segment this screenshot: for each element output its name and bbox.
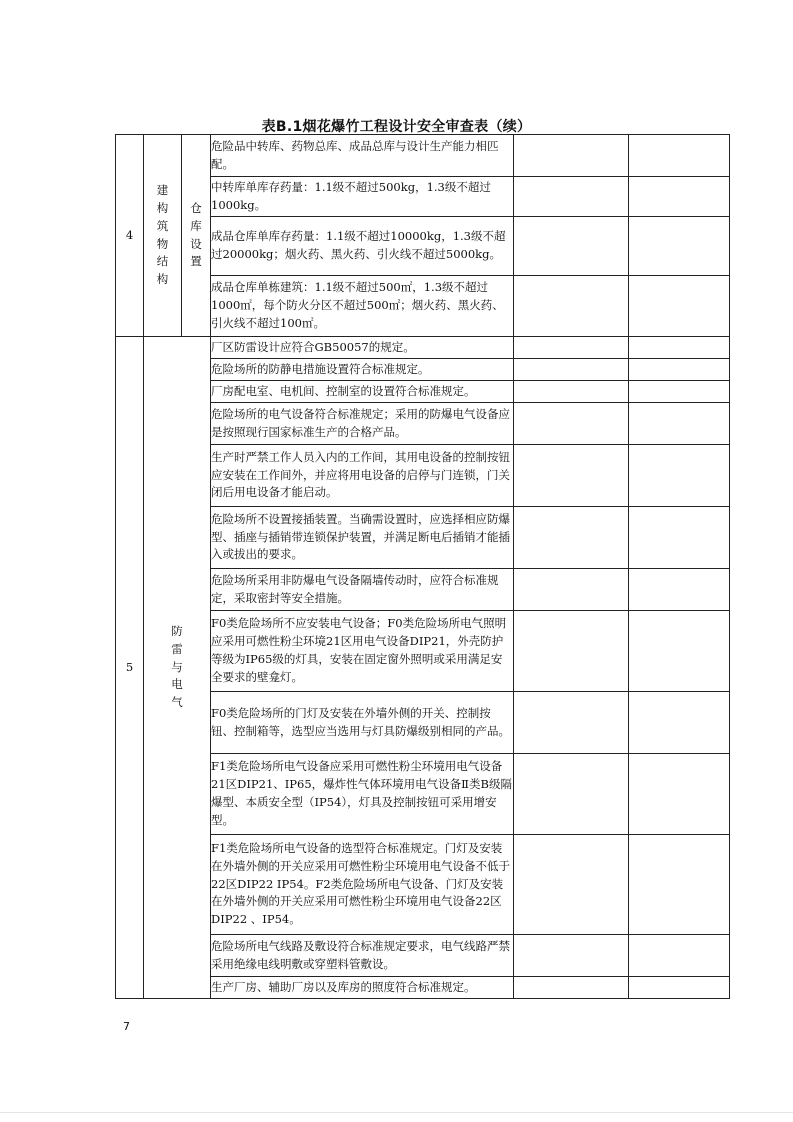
review-item: 危险场所的防静电措施设置符合标准规定。 (211, 359, 514, 381)
section-number: 5 (116, 337, 144, 999)
remark-cell (629, 977, 730, 999)
result-cell (514, 935, 629, 977)
result-cell (514, 692, 629, 754)
result-cell (514, 217, 629, 276)
remark-cell (629, 507, 730, 569)
review-item: 危险场所采用非防爆电气设备隔墙传动时，应符合标准规定，采取密封等安全措施。 (211, 569, 514, 611)
table-row (116, 337, 730, 359)
remark-cell (629, 337, 730, 359)
review-item: F1类危险场所电气设备应采用可燃性粉尘环境用电气设备21区DIP21、IP65，爆炸性气体环境用电气设备Ⅱ类B级隔爆型、本质安全型（IP54），灯具及控制按钮可采用增安型。 (211, 754, 514, 835)
review-item: 危险品中转库、药物总库、成品总库与设计生产能力相匹配。 (211, 135, 514, 177)
review-item: F0类危险场所不应安装电气设备；F0类危险场所电气照明应采用可燃性粉尘环境21区用电气设备DIP21，外壳防护等级为IP65级的灯具，安装在固定窗外照明或采用满足安全要求的壁龛灯。 (211, 611, 514, 692)
remark-cell (629, 935, 730, 977)
review-item: 危险场所电气线路及敷设符合标准规定要求，电气线路严禁采用绝缘电线明敷或穿塑料管敷设。 (211, 935, 514, 977)
remark-cell (629, 217, 730, 276)
result-cell (514, 569, 629, 611)
review-item: 成品仓库单栋建筑：1.1级不超过500㎡，1.3级不超过1000㎡，每个防火分区不超过500㎡；烟火药、黑火药、引火线不超过100㎡。 (211, 276, 514, 337)
result-cell (514, 507, 629, 569)
remark-cell (629, 692, 730, 754)
review-item: F1类危险场所电气设备的选型符合标准规定。门灯及安装在外墙外侧的开关应采用可燃性粉尘环境用电气设备不低于22区DIP22 IP54。F2类危险场所电气设备、门灯及安装在外墙外侧的开关应采用可燃性粉尘环境用电气设备22区DIP22 、IP54。 (211, 835, 514, 935)
scan-edge-divider (0, 1112, 793, 1113)
remark-cell (629, 135, 730, 177)
result-cell (514, 445, 629, 507)
result-cell (514, 403, 629, 445)
review-item: 生产厂房、辅助厂房以及库房的照度符合标准规定。 (211, 977, 514, 999)
result-cell (514, 835, 629, 935)
remark-cell (629, 381, 730, 403)
remark-cell (629, 611, 730, 692)
review-item: 中转库单库存药量：1.1级不超过500kg，1.3级不超过1000kg。 (211, 177, 514, 217)
remark-cell (629, 276, 730, 337)
result-cell (514, 359, 629, 381)
result-cell (514, 177, 629, 217)
remark-cell (629, 177, 730, 217)
page-title: 表B.1烟花爆竹工程设计安全审查表（续） (261, 119, 532, 135)
remark-cell (629, 569, 730, 611)
remark-cell (629, 445, 730, 507)
result-cell (514, 611, 629, 692)
remark-cell (629, 403, 730, 445)
section-category: 防 雷 与 电 气 (144, 337, 211, 999)
result-cell (514, 754, 629, 835)
remark-cell (629, 359, 730, 381)
section-category: 建 构 筑 物 结 构 (144, 135, 182, 337)
result-cell (514, 135, 629, 177)
result-cell (514, 977, 629, 999)
review-item: 危险场所不设置接插装置。当确需设置时，应选择相应防爆型、插座与插销带连锁保护装置，并满足断电后插销才能插入或拔出的要求。 (211, 507, 514, 569)
page-number: 7 (123, 1020, 130, 1033)
remark-cell (629, 835, 730, 935)
review-item: 生产时严禁工作人员入内的工作间，其用电设备的控制按钮应安装在工作间外，并应将用电设备的启停与门连锁，门关闭后用电设备才能启动。 (211, 445, 514, 507)
table-row (116, 135, 730, 177)
review-item: 危险场所的电气设备符合标准规定；采用的防爆电气设备应是按照现行国家标准生产的合格产品。 (211, 403, 514, 445)
remark-cell (629, 754, 730, 835)
section-subcategory: 仓 库 设 置 (182, 135, 211, 337)
review-item: 厂区防雷设计应符合GB50057的规定。 (211, 337, 514, 359)
review-item: 厂房配电室、电机间、控制室的设置符合标准规定。 (211, 381, 514, 403)
review-item: F0类危险场所的门灯及安装在外墙外侧的开关、控制按钮、控制箱等，选型应当选用与灯具防爆级别相同的产品。 (211, 692, 514, 754)
result-cell (514, 337, 629, 359)
review-item: 成品仓库单库存药量：1.1级不超过10000kg，1.3级不超过20000kg；烟火药、黑火药、引火线不超过5000kg。 (211, 217, 514, 276)
result-cell (514, 276, 629, 337)
review-table (115, 134, 730, 999)
section-number: 4 (116, 135, 144, 337)
result-cell (514, 381, 629, 403)
